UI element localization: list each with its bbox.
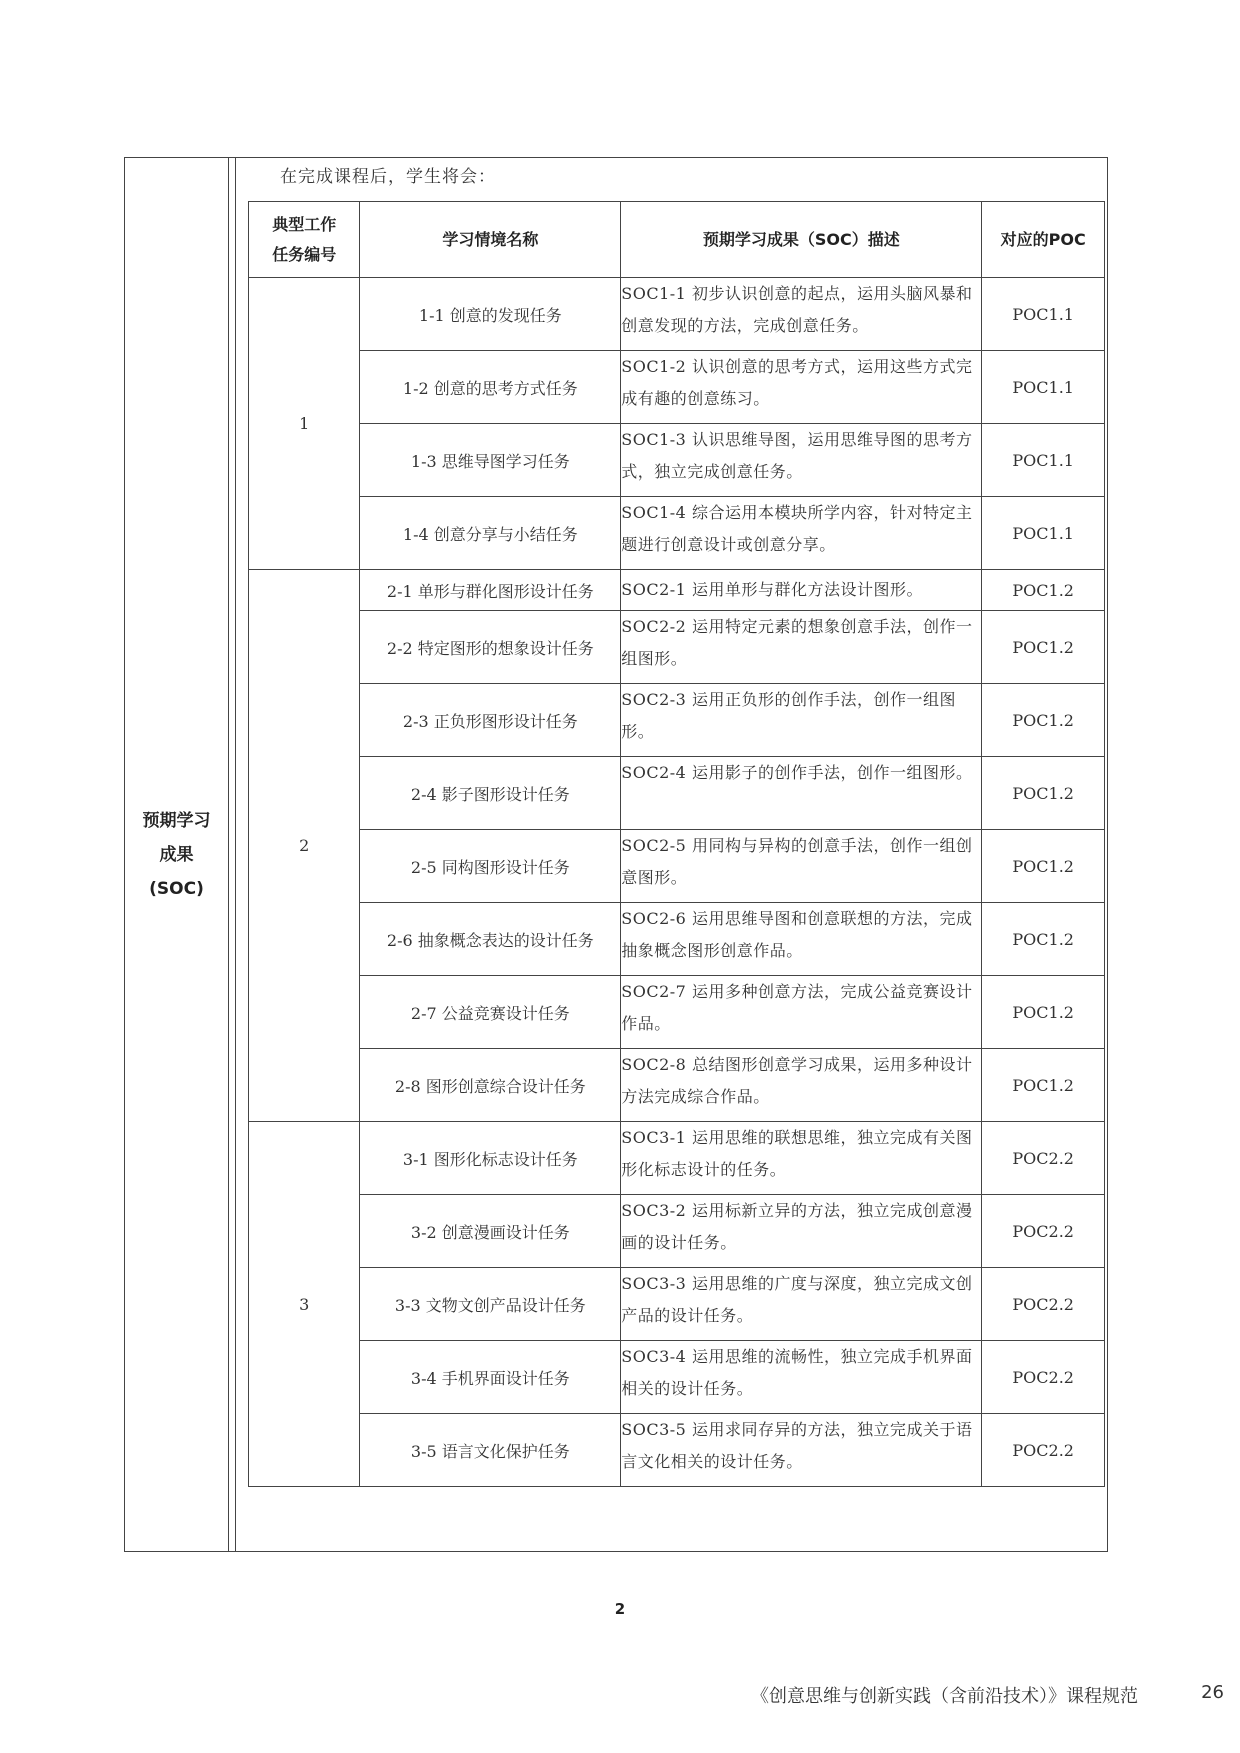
soc-description: SOC2-8 总结图形创意学习成果，运用多种设计方法完成综合作品。 (621, 1049, 982, 1122)
scenario-name: 2-7 公益竞赛设计任务 (360, 976, 621, 1049)
poc-code: POC1.2 (982, 684, 1105, 757)
soc-table-body (249, 278, 1105, 1487)
poc-code: POC1.2 (982, 830, 1105, 903)
poc-code: POC1.1 (982, 278, 1105, 351)
soc-description: SOC2-4 运用影子的创作手法，创作一组图形。 (621, 757, 982, 830)
table-row (249, 976, 1105, 1049)
footer-title: 《创意思维与创新实践（含前沿技术）》课程规范 (751, 1686, 1138, 1707)
soc-description: SOC3-2 运用标新立异的方法，独立完成创意漫画的设计任务。 (621, 1195, 982, 1268)
scenario-name: 1-2 创意的思考方式任务 (360, 351, 621, 424)
table-row (249, 1049, 1105, 1122)
scenario-name: 2-4 影子图形设计任务 (360, 757, 621, 830)
soc-description: SOC2-5 用同构与异构的创意手法，创作一组创意图形。 (621, 830, 982, 903)
scenario-name: 2-5 同构图形设计任务 (360, 830, 621, 903)
soc-description: SOC1-4 综合运用本模块所学内容，针对特定主题进行创意设计或创意分享。 (621, 497, 982, 570)
scenario-name: 3-5 语言文化保护任务 (360, 1414, 621, 1487)
task-group-number: 2 (249, 570, 360, 1122)
table-row (249, 1195, 1105, 1268)
scenario-name: 2-1 单形与群化图形设计任务 (360, 570, 621, 611)
scenario-name: 3-2 创意漫画设计任务 (360, 1195, 621, 1268)
scenario-name: 2-2 特定图形的想象设计任务 (360, 611, 621, 684)
scenario-name: 1-1 创意的发现任务 (360, 278, 621, 351)
soc-description: SOC3-5 运用求同存异的方法，独立完成关于语言文化相关的设计任务。 (621, 1414, 982, 1487)
table-row (249, 570, 1105, 611)
scenario-name: 2-8 图形创意综合设计任务 (360, 1049, 621, 1122)
poc-code: POC1.2 (982, 757, 1105, 830)
scenario-name: 3-1 图形化标志设计任务 (360, 1122, 621, 1195)
poc-code: POC1.2 (982, 976, 1105, 1049)
soc-description: SOC3-1 运用思维的联想思维，独立完成有关图形化标志设计的任务。 (621, 1122, 982, 1195)
table-row (249, 757, 1105, 830)
table-row (249, 351, 1105, 424)
table-row (249, 903, 1105, 976)
soc-description: SOC2-1 运用单形与群化方法设计图形。 (621, 570, 982, 611)
table-row (249, 424, 1105, 497)
poc-code: POC2.2 (982, 1122, 1105, 1195)
soc-description: SOC3-3 运用思维的广度与深度，独立完成文创产品的设计任务。 (621, 1268, 982, 1341)
poc-code: POC2.2 (982, 1414, 1105, 1487)
header-soc-desc: 预期学习成果（SOC）描述 (621, 202, 982, 278)
table-row (249, 684, 1105, 757)
scenario-name: 2-3 正负形图形设计任务 (360, 684, 621, 757)
table-row (249, 1341, 1105, 1414)
scenario-name: 1-3 思维导图学习任务 (360, 424, 621, 497)
poc-code: POC1.1 (982, 424, 1105, 497)
table-row (249, 1122, 1105, 1195)
soc-description: SOC2-6 运用思维导图和创意联想的方法，完成抽象概念图形创意作品。 (621, 903, 982, 976)
task-group-number: 1 (249, 278, 360, 570)
poc-code: POC2.2 (982, 1268, 1105, 1341)
header-poc: 对应的POC (982, 202, 1105, 278)
soc-table (248, 201, 1105, 1487)
poc-code: POC2.2 (982, 1195, 1105, 1268)
poc-code: POC1.2 (982, 903, 1105, 976)
section-label-text: 预期学习成果(SOC) (142, 810, 211, 899)
table-header-row (249, 202, 1105, 278)
section-label (125, 158, 229, 1551)
soc-description: SOC2-7 运用多种创意方法，完成公益竞赛设计作品。 (621, 976, 982, 1049)
poc-code: POC1.2 (982, 1049, 1105, 1122)
task-group-number: 3 (249, 1122, 360, 1487)
poc-code: POC1.1 (982, 497, 1105, 570)
scenario-name: 1-4 创意分享与小结任务 (360, 497, 621, 570)
soc-description: SOC2-2 运用特定元素的想象创意手法，创作一组图形。 (621, 611, 982, 684)
table-row (249, 497, 1105, 570)
poc-code: POC2.2 (982, 1341, 1105, 1414)
footer-page-number: 26 (1201, 1682, 1224, 1703)
table-row (249, 611, 1105, 684)
scenario-name: 2-6 抽象概念表达的设计任务 (360, 903, 621, 976)
scenario-name: 3-4 手机界面设计任务 (360, 1341, 621, 1414)
poc-code: POC1.2 (982, 611, 1105, 684)
table-row (249, 278, 1105, 351)
table-row (249, 1414, 1105, 1487)
poc-code: POC1.2 (982, 570, 1105, 611)
poc-code: POC1.1 (982, 351, 1105, 424)
soc-description: SOC1-2 认识创意的思考方式，运用这些方式完成有趣的创意练习。 (621, 351, 982, 424)
page-number: 2 (614, 1600, 626, 1618)
section-content (235, 158, 1107, 1551)
soc-description: SOC3-4 运用思维的流畅性，独立完成手机界面相关的设计任务。 (621, 1341, 982, 1414)
scenario-name: 3-3 文物文创产品设计任务 (360, 1268, 621, 1341)
soc-description: SOC1-3 认识思维导图，运用思维导图的思考方式，独立完成创意任务。 (621, 424, 982, 497)
soc-description: SOC1-1 初步认识创意的起点，运用头脑风暴和创意发现的方法，完成创意任务。 (621, 278, 982, 351)
table-row (249, 830, 1105, 903)
soc-description: SOC2-3 运用正负形的创作手法，创作一组图形。 (621, 684, 982, 757)
table-row (249, 1268, 1105, 1341)
soc-section-frame (124, 157, 1108, 1552)
header-task-no: 典型工作任务编号 (249, 202, 360, 278)
header-scenario: 学习情境名称 (360, 202, 621, 278)
intro-text: 在完成课程后，学生将会： (280, 167, 496, 187)
